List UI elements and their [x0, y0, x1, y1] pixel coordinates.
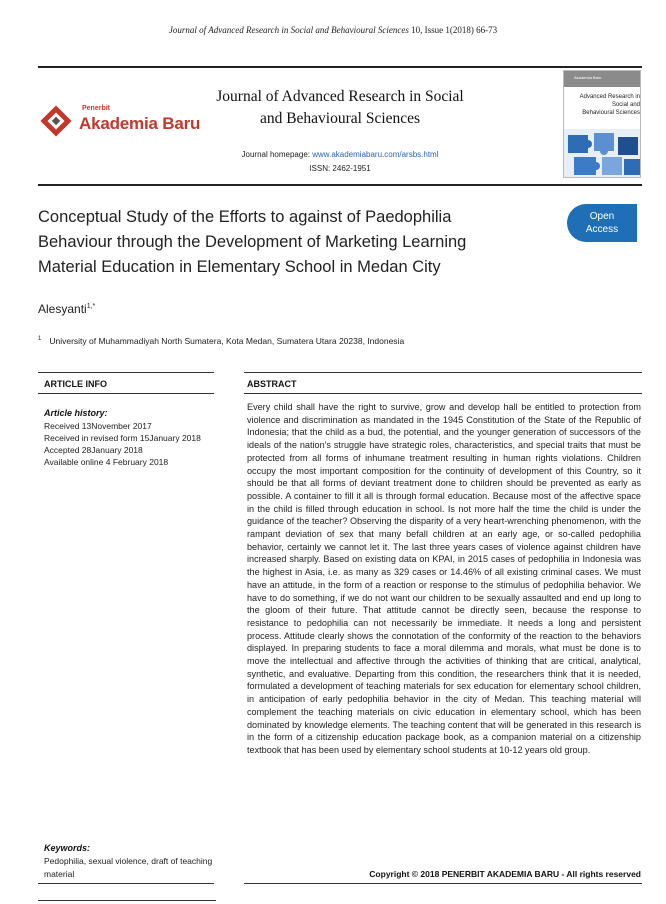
author-name: Alesyanti [38, 302, 87, 316]
cover-title [566, 93, 640, 117]
cover-title-line1: Advanced Research in [579, 94, 640, 100]
paper-title-line2: Behaviour through the Development of Marketing Learning [38, 233, 467, 251]
running-head-issue: 10, Issue 1(2018) 66-73 [408, 25, 498, 35]
affiliation-text: University of Muhammadiyah North Sumatera, Kota Medan, Sumatera Utara 20238, Indonesia [49, 336, 405, 346]
journal-title-line1: Journal of Advanced Research in Social [216, 88, 464, 105]
article-info-bottom-rule [38, 393, 214, 394]
article-info-top-rule [38, 372, 214, 373]
cover-header-bar [564, 71, 641, 87]
history-accepted: Accepted 28January 2018 [44, 445, 143, 455]
homepage-label: Journal homepage: [241, 150, 313, 159]
author [38, 302, 95, 316]
paper-title-line3: Material Education in Elementary School in Medan City [38, 258, 441, 276]
abstract-bottom-section-rule [244, 883, 642, 884]
article-info-heading: ARTICLE INFO [44, 379, 107, 389]
abstract-top-rule [244, 372, 642, 373]
history-received: Received 13November 2017 [44, 421, 152, 431]
open-access-badge[interactable] [567, 204, 637, 242]
journal-title [190, 86, 490, 130]
journal-cover [563, 70, 641, 178]
abstract-text: Every child shall have the right to survive, grow and develop hall be entitled to protection from violence and discrimination as mandated in the 1945 Constitution of the State of the Republic of Indonesia; that the child as a bud, the potential, and the younger generation of successors of the ideals of the nation's struggle have strategic roles, characteristics, and special traits that must be protected from all forms of inhumane treatment resulting in human rights violations. Children occupy the most important composition for the continuity of development of this Country, so it should be that all forms of deviant treatment done to children should be prevented as early as possible. A container to fill it all is through formal education. Because most of the affective space in the child is filled through education in school. Is not more half the time the child is under the guidance of the teacher? Observing the disparity of a very heart-wrenching phenomenon, with the rampant deviation of sex that many befall children at an early age, or so-called pedophilia behavior, certainly we cannot let it. The last three years cases of violence against children have increased sharply. Based on existing data on KPAI, in 2015 cases of pedophilia in Indonesia was the highest in Asia, i.e. as many as 329 cases or 14.46% of all existing criminal cases. We must have an attitude, in the form of a reaction or response to the stimulus of pedophilia behavior. We have to do something, if we do not want our children to be sexually assaulted and end up long to the gloom of their future. That attitude cannot be directly seen, because the response to resistance to pedophilia can not necessarily be immediate. It needs a long and persistent process. Attitude clearly shows the connotation of the conformity of the reaction to the behaviors displayed. In preparing students to face a moral dilemma and morals, what must be done is to move the intellectual and affective through the activities of thinking that are critical, analytical, synthetic, and evaluative. Departing from this condition, the researchers think that it is needed, formulated a development of teaching materials for sex education for elementary school children, in anticipation of early pedophilia behavior in the city of Medan. This teaching material will complement the teaching materials on civic education in elementary school, which has been dominated by knowledge elements. The teaching content that will be generated in this research is in the form of a citizenship education package book, as a companion material on a citizenship textbook that has been used by elementary school students at 10-12 years old group. [247, 402, 641, 755]
article-history-heading: Article history: [44, 408, 108, 418]
affiliation-marker: 1 [38, 336, 42, 343]
logo-publisher-name: Akademia Baru [79, 114, 201, 133]
open-access-line1: Open [589, 211, 615, 222]
cover-title-line2: Social and [611, 102, 640, 108]
paper-title-line1: Conceptual Study of the Efforts to against of Paedophilia [38, 208, 452, 226]
paper-title [38, 205, 538, 280]
puzzle-pieces-icon [564, 129, 641, 178]
running-head [0, 25, 666, 35]
author-affiliation-marker: 1,* [86, 303, 96, 310]
history-online: Available online 4 February 2018 [44, 457, 169, 467]
keywords-bottom-rule [38, 883, 214, 884]
running-head-journal: Journal of Advanced Research in Social and Behavioural Sciences [168, 25, 409, 35]
journal-issn: ISSN: 2462-1951 [309, 164, 371, 173]
logo-publisher-label: Penerbit [82, 105, 111, 112]
copyright: Copyright © 2018 PENERBIT AKADEMIA BARU - All rights reserved [369, 869, 641, 879]
keywords-heading: Keywords: [44, 843, 91, 853]
cover-title-line3: Behavioural Sciences [582, 110, 640, 116]
header-top-rule [38, 66, 642, 68]
journal-title-line2: and Behavioural Sciences [259, 110, 421, 127]
open-access-line2: Access [585, 224, 619, 235]
abstract-heading: ABSTRACT [247, 379, 297, 389]
keywords-text: Pedophilia, sexual violence, draft of teaching material [44, 856, 213, 879]
journal-homepage [190, 150, 490, 159]
cover-brand: Akademia Baru [574, 75, 602, 80]
affiliation [38, 336, 404, 346]
keywords-spacer [38, 838, 214, 839]
history-revised: Received in revised form 15January 2018 [44, 433, 201, 443]
homepage-link[interactable]: www.akademiabaru.com/arsbs.html [312, 150, 439, 159]
abstract-bottom-rule [244, 393, 642, 394]
header-bottom-rule [38, 184, 642, 186]
footnote-rule [38, 900, 216, 901]
